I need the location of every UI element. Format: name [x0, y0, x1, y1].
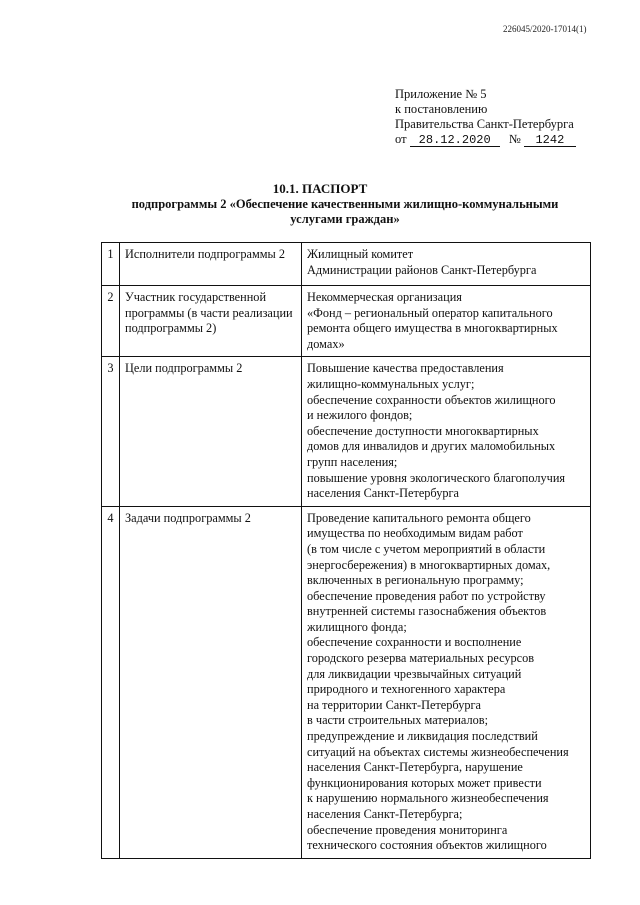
value-line: домов для инвалидов и других маломобильных: [307, 439, 556, 454]
value-line: групп населения;: [307, 454, 398, 469]
value-line: обеспечение сохранности и восполнение: [307, 635, 522, 650]
table-row: [102, 243, 591, 286]
table-row: [102, 357, 591, 506]
value-line: Администрации районов Санкт-Петербурга: [307, 262, 537, 277]
row-number: 1: [102, 243, 120, 286]
value-line: населения Санкт-Петербурга: [307, 486, 460, 501]
value-line: к нарушению нормального жизнеобеспечения: [307, 791, 549, 806]
value-line: обеспечение доступности многоквартирных: [307, 423, 539, 438]
value-line: Проведение капитального ремонта общего: [307, 510, 531, 525]
number-prefix: №: [508, 132, 521, 146]
value-line: ремонта общего имущества в многоквартирных: [307, 321, 558, 336]
row-label: Участник государственной программы (в части реализации подпрограммы 2): [120, 286, 302, 357]
resolution-number: 1242: [524, 134, 576, 147]
value-line: повышение уровня экологического благополучия: [307, 470, 566, 485]
value-line: в части строительных материалов;: [307, 713, 488, 728]
value-line: домах»: [307, 336, 345, 351]
value-line: предупреждение и ликвидация последствий: [307, 729, 538, 744]
value-line: энергосбережения) в многоквартирных домах,: [307, 557, 551, 572]
appendix-date-line: [395, 132, 576, 147]
value-line: ситуаций на объектах системы жизнеобеспечения: [307, 744, 569, 759]
date-prefix: от: [395, 132, 407, 146]
value-line: имущества по необходимым видам работ: [307, 526, 523, 541]
document-number: 226045/2020-17014(1): [503, 24, 587, 34]
passport-subtitle: подпрограммы 2 «Обеспечение качественными жилищно-коммунальными услугами граждан»: [131, 197, 559, 226]
passport-table: [101, 242, 591, 859]
value-line: обеспечение проведения работ по устройству: [307, 588, 546, 603]
passport-title: 10.1. ПАСПОРТ: [272, 181, 368, 196]
value-line: обеспечение сохранности объектов жилищного: [307, 392, 556, 407]
value-line: внутренней системы газоснабжения объектов: [307, 604, 547, 619]
value-line: и нежилого фондов;: [307, 408, 413, 423]
appendix-line-2: к постановлению: [395, 102, 488, 116]
value-line: населения Санкт-Петербурга, нарушение: [307, 760, 523, 775]
table-row: [102, 286, 591, 357]
row-number: 4: [102, 506, 120, 858]
row-label: Задачи подпрограммы 2: [120, 506, 302, 858]
row-number: 3: [102, 357, 120, 506]
value-line: жилищно-коммунальных услуг;: [307, 376, 475, 391]
row-number: 2: [102, 286, 120, 357]
value-line: жилищного фонда;: [307, 619, 407, 634]
row-value: [302, 243, 591, 286]
value-line: включенных в региональную программу;: [307, 573, 524, 588]
value-line: на территории Санкт-Петербурга: [307, 697, 481, 712]
row-value: [302, 357, 591, 506]
row-value: [302, 286, 591, 357]
value-line: Жилищный комитет: [307, 247, 414, 261]
appendix-line-3: Правительства Санкт-Петербурга: [395, 117, 574, 131]
value-line: природного и техногенного характера: [307, 682, 506, 697]
value-line: городского резерва материальных ресурсов: [307, 651, 535, 666]
value-line: Некоммерческая организация: [307, 290, 462, 304]
value-line: технического состояния объектов жилищного: [307, 838, 547, 853]
appendix-block: [395, 87, 576, 147]
table-row: [102, 506, 591, 858]
value-line: (в том числе с учетом мероприятий в области: [307, 541, 546, 556]
row-label: Исполнители подпрограммы 2: [120, 243, 302, 286]
resolution-date: 28.12.2020: [410, 134, 500, 147]
value-line: Повышение качества предоставления: [307, 361, 504, 376]
row-value: [302, 506, 591, 858]
appendix-line-1: Приложение № 5: [395, 87, 487, 101]
value-line: обеспечение проведения мониторинга: [307, 822, 508, 837]
value-line: для ликвидации чрезвычайных ситуаций: [307, 666, 522, 681]
value-line: «Фонд – региональный оператор капитального: [307, 305, 553, 320]
row-label: Цели подпрограммы 2: [120, 357, 302, 506]
value-line: функционирования которых может привести: [307, 775, 542, 790]
value-line: населения Санкт-Петербурга;: [307, 807, 463, 821]
